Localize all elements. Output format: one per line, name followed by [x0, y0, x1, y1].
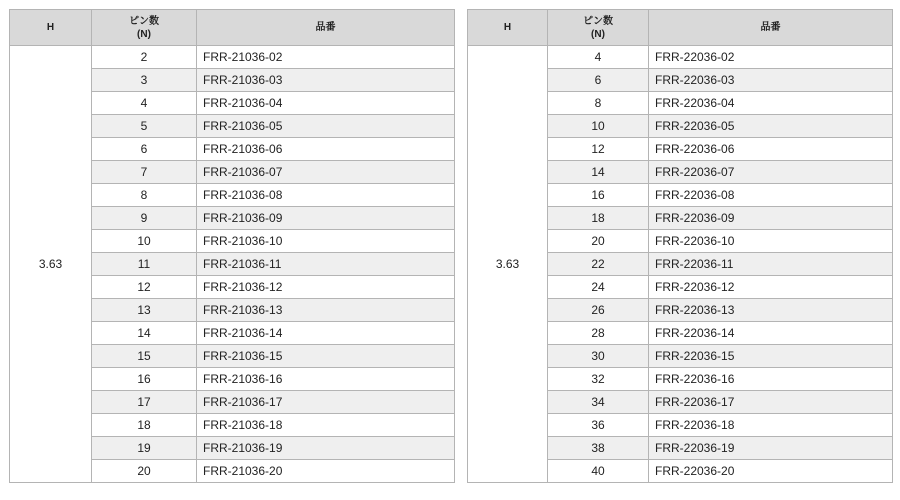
pin-count-cell: 13 [92, 299, 197, 322]
part-number-cell: FRR-22036-10 [649, 230, 893, 253]
part-number-cell: FRR-21036-07 [197, 161, 455, 184]
pin-count-cell: 32 [548, 368, 649, 391]
pin-count-cell: 2 [92, 46, 197, 69]
part-number-cell: FRR-22036-13 [649, 299, 893, 322]
pin-count-cell: 17 [92, 391, 197, 414]
pin-count-cell: 24 [548, 276, 649, 299]
part-number-cell: FRR-22036-07 [649, 161, 893, 184]
pin-count-cell: 8 [548, 92, 649, 115]
part-number-cell: FRR-21036-03 [197, 69, 455, 92]
part-number-cell: FRR-21036-05 [197, 115, 455, 138]
pin-count-cell: 12 [92, 276, 197, 299]
pin-count-cell: 6 [92, 138, 197, 161]
pin-count-cell: 20 [548, 230, 649, 253]
pin-count-cell: 18 [92, 414, 197, 437]
part-number-cell: FRR-22036-14 [649, 322, 893, 345]
part-table-left [9, 9, 455, 483]
part-number-cell: FRR-21036-08 [197, 184, 455, 207]
pin-count-cell: 7 [92, 161, 197, 184]
header-row [10, 10, 455, 46]
part-number-cell: FRR-22036-12 [649, 276, 893, 299]
pin-count-cell: 5 [92, 115, 197, 138]
pin-count-cell: 11 [92, 253, 197, 276]
part-number-cell: FRR-21036-18 [197, 414, 455, 437]
pin-count-cell: 12 [548, 138, 649, 161]
pin-count-cell: 10 [92, 230, 197, 253]
part-number-cell: FRR-21036-16 [197, 368, 455, 391]
part-number-cell: FRR-22036-05 [649, 115, 893, 138]
part-number-cell: FRR-22036-08 [649, 184, 893, 207]
height-value: 3.63 [10, 46, 92, 483]
pin-count-cell: 15 [92, 345, 197, 368]
pin-count-cell: 34 [548, 391, 649, 414]
part-number-cell: FRR-21036-17 [197, 391, 455, 414]
table-row [10, 46, 455, 69]
header-part-number: 品番 [197, 10, 455, 46]
part-number-cell: FRR-21036-10 [197, 230, 455, 253]
pin-count-cell: 6 [548, 69, 649, 92]
pin-count-cell: 26 [548, 299, 649, 322]
part-number-cell: FRR-22036-17 [649, 391, 893, 414]
part-number-cell: FRR-22036-02 [649, 46, 893, 69]
part-number-cell: FRR-22036-04 [649, 92, 893, 115]
part-number-cell: FRR-21036-04 [197, 92, 455, 115]
header-row [468, 10, 893, 46]
part-number-cell: FRR-22036-06 [649, 138, 893, 161]
part-number-cell: FRR-21036-13 [197, 299, 455, 322]
pin-count-cell: 36 [548, 414, 649, 437]
pin-count-cell: 14 [548, 161, 649, 184]
part-number-cell: FRR-21036-11 [197, 253, 455, 276]
pin-count-cell: 30 [548, 345, 649, 368]
header-pin-count [548, 10, 649, 46]
header-part-number: 品番 [649, 10, 893, 46]
pin-count-cell: 22 [548, 253, 649, 276]
part-number-cell: FRR-21036-14 [197, 322, 455, 345]
pin-count-cell: 40 [548, 460, 649, 483]
part-number-cell: FRR-22036-18 [649, 414, 893, 437]
part-number-cell: FRR-22036-11 [649, 253, 893, 276]
pin-count-cell: 38 [548, 437, 649, 460]
part-number-cell: FRR-21036-20 [197, 460, 455, 483]
pin-count-cell: 3 [92, 69, 197, 92]
part-number-cell: FRR-22036-15 [649, 345, 893, 368]
pin-count-cell: 20 [92, 460, 197, 483]
pin-count-cell: 4 [548, 46, 649, 69]
header-pin-count [92, 10, 197, 46]
header-pin-count-unit: (N) [137, 28, 151, 40]
table-row [468, 46, 893, 69]
part-number-cell: FRR-22036-16 [649, 368, 893, 391]
part-number-cell: FRR-22036-09 [649, 207, 893, 230]
header-pin-count-unit: (N) [591, 28, 605, 40]
pin-count-cell: 8 [92, 184, 197, 207]
part-number-cell: FRR-21036-12 [197, 276, 455, 299]
header-h: H [468, 10, 548, 46]
part-number-cell: FRR-21036-19 [197, 437, 455, 460]
pin-count-cell: 19 [92, 437, 197, 460]
pin-count-cell: 16 [92, 368, 197, 391]
part-number-cell: FRR-22036-03 [649, 69, 893, 92]
height-value: 3.63 [468, 46, 548, 483]
pin-count-cell: 10 [548, 115, 649, 138]
pin-count-cell: 28 [548, 322, 649, 345]
part-number-cell: FRR-21036-09 [197, 207, 455, 230]
part-number-cell: FRR-21036-15 [197, 345, 455, 368]
header-h: H [10, 10, 92, 46]
pin-count-cell: 4 [92, 92, 197, 115]
part-table-right [467, 9, 893, 483]
pin-count-cell: 9 [92, 207, 197, 230]
table-body [10, 46, 455, 483]
table-body [468, 46, 893, 483]
part-number-cell: FRR-22036-20 [649, 460, 893, 483]
part-number-cell: FRR-21036-06 [197, 138, 455, 161]
header-pin-count-label: ピン数 [583, 15, 613, 27]
header-pin-count-label: ピン数 [129, 15, 159, 27]
part-number-cell: FRR-22036-19 [649, 437, 893, 460]
pin-count-cell: 16 [548, 184, 649, 207]
pin-count-cell: 18 [548, 207, 649, 230]
pin-count-cell: 14 [92, 322, 197, 345]
part-number-cell: FRR-21036-02 [197, 46, 455, 69]
